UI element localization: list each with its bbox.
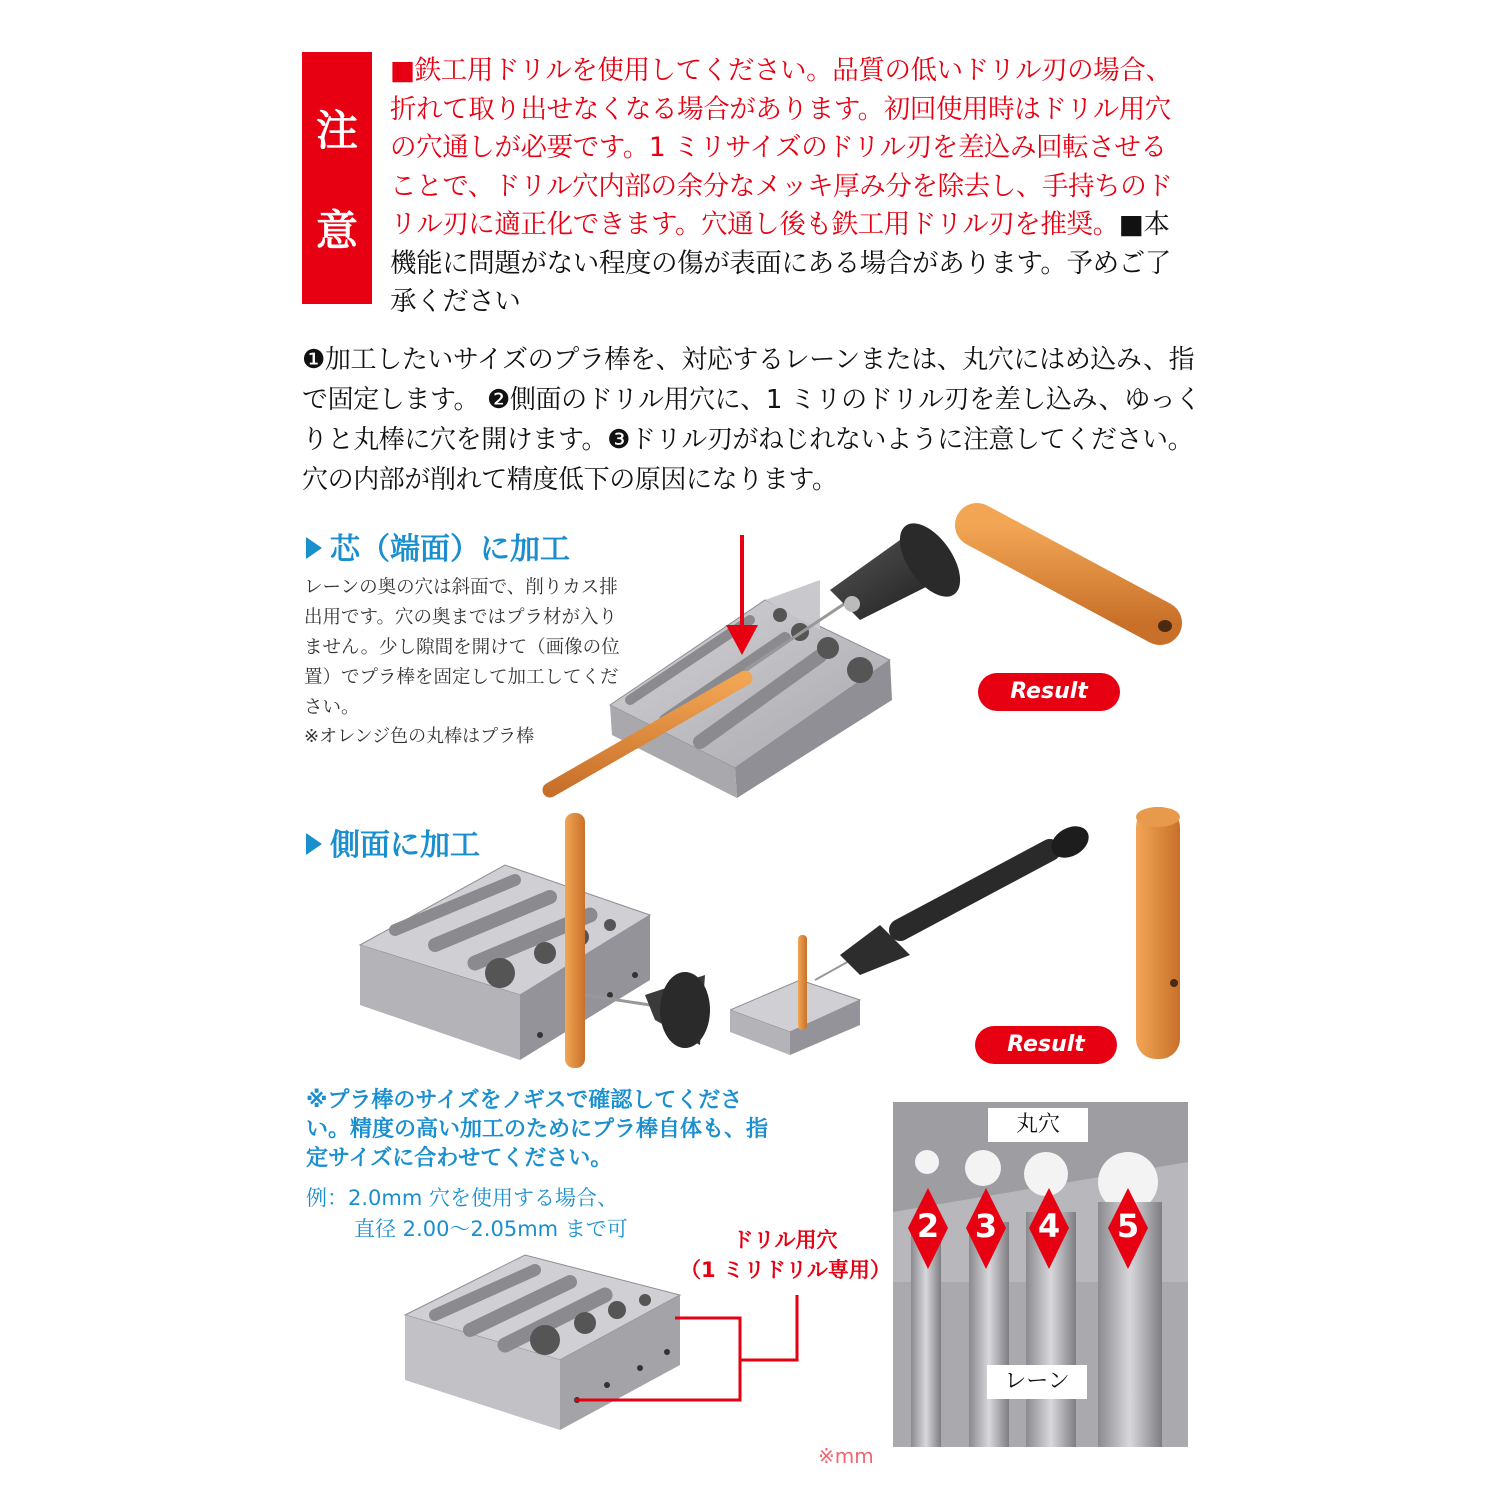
lane-label: レーン [987, 1365, 1087, 1399]
size-3-label: 3 [974, 1207, 998, 1245]
section-title-end-face-label: 芯（端面）に加工 [330, 532, 570, 567]
side-illustration [355, 805, 710, 1075]
caution-char-2: 意 [315, 206, 358, 255]
steps-text: ❶加工したいサイズのプラ棒を、対応するレーンまたは、丸穴にはめ込み、指で固定します。 ❷側面のドリル用穴に、1 ミリのドリル刃を差し込み、ゆっくりと丸棒に穴を開けます。❸ドリル刃がねじれないように注意してください。穴の内部が削れて精度低下の原因になります。 [302, 345, 1201, 495]
size-2-label: 2 [916, 1207, 940, 1245]
unit-note: ※mm [818, 1444, 874, 1468]
round-hole-label: 丸穴 [988, 1108, 1088, 1142]
size-example-line1: 例：2.0mm 穴を使用する場合、 [306, 1186, 618, 1210]
end-face-illustration [530, 520, 990, 800]
drill-hole-label-line2: （1 ミリドリル専用） [680, 1258, 891, 1282]
size-example-line2: 直径 2.00〜2.05mm まで可 [354, 1217, 628, 1241]
size-example [306, 1183, 628, 1245]
section-title-side-label: 側面に加工 [330, 828, 480, 863]
drill-hole-block-illustration [395, 1240, 815, 1440]
triangle-icon [306, 537, 322, 559]
result-rod-side [1130, 805, 1190, 1065]
drill-hole-label-line1: ドリル用穴 [732, 1228, 838, 1252]
caution-text [390, 52, 1180, 322]
caution-tab [302, 52, 372, 304]
pin-vise-illustration [730, 820, 1100, 1060]
result-badge-2: Result [975, 1026, 1117, 1064]
caution-red-text: ■鉄工用ドリルを使用してください。品質の低いドリル刃の場合、折れて取り出せなくなる場合があります。初回使用時はドリル用穴の穴通しが必要です。1 ミリサイズのドリル刃を差込み回転させることで、ドリル穴内部の余分なメッキ厚み分を除去し、手持ちのドリル刃に適正化できます。穴通し後も鉄工用ドリル刃を推奨。 [390, 55, 1173, 240]
size-4-label: 4 [1037, 1207, 1061, 1245]
orange-rod-note: ※オレンジ色の丸棒はプラ棒 [304, 726, 535, 747]
caution-char-1: 注 [315, 106, 358, 155]
caution-black-text: ■本機能に問題がない程度の傷が表面にある場合があります。予めご了承ください [390, 209, 1171, 317]
result-badge-1: Result [978, 673, 1120, 711]
section1-description: レーンの奥の穴は斜面で、削りカス排出用です。穴の奥まではプラ材が入りません。少し隙間を開けて（画像の位置）でプラ棒を固定して加工してください。 [304, 577, 620, 718]
size-5-label: 5 [1116, 1207, 1140, 1245]
result-rod-end-face [955, 495, 1195, 655]
triangle-icon [306, 833, 322, 855]
rod-size-note: ※プラ棒のサイズをノギスで確認してください。精度の高い加工のためにプラ棒自体も、指定サイズに合わせてください。 [306, 1088, 769, 1171]
